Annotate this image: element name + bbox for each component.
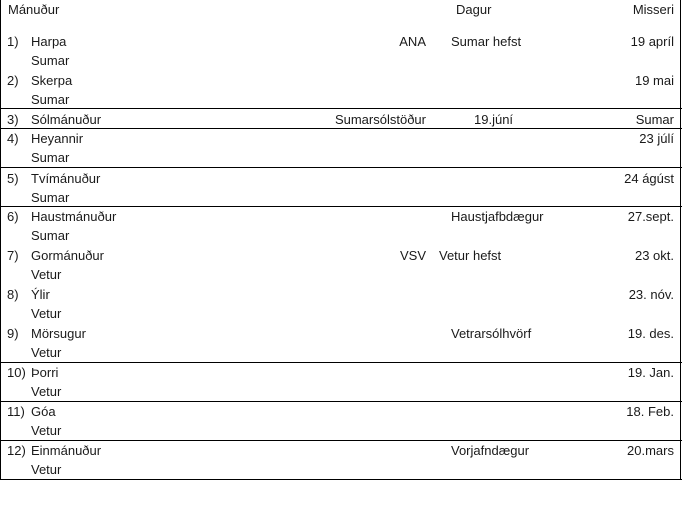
row-number: 12) <box>7 443 26 458</box>
date-label: 19. Jan. <box>627 365 674 380</box>
day-event: Vetrarsólhvörf <box>451 326 532 341</box>
month-name: Harpa <box>31 34 67 49</box>
season-right-label: Sumar <box>635 112 674 127</box>
date-label: 19 apríl <box>630 34 674 49</box>
row-divider <box>0 362 682 363</box>
row-number: 3) <box>7 112 19 127</box>
month-name: Tvímánuður <box>31 171 101 186</box>
direction-label: Sumarsólstöður <box>334 112 426 127</box>
date-label: 23 júlí <box>639 131 674 146</box>
row-divider <box>0 440 682 441</box>
season-label: Sumar <box>31 53 70 68</box>
month-name: Einmánuður <box>31 443 102 458</box>
date-label: 18. Feb. <box>626 404 674 419</box>
day-event: Sumar hefst <box>451 34 522 49</box>
season-label: Vetur <box>31 345 62 360</box>
row-divider <box>0 128 682 129</box>
month-name: Mörsugur <box>31 326 86 341</box>
header-season: Misseri <box>632 2 674 17</box>
direction-label: ANA <box>399 34 426 49</box>
row-number: 8) <box>7 287 19 302</box>
row-number: 11) <box>7 404 25 419</box>
season-label: Vetur <box>31 462 62 477</box>
row-number: 7) <box>7 248 19 263</box>
row-divider <box>0 401 682 402</box>
date-label: 19 mai <box>634 73 674 88</box>
row-number: 1) <box>7 34 19 49</box>
row-number: 6) <box>7 209 19 224</box>
month-name: Ýlir <box>31 287 50 302</box>
left-border <box>0 0 1 480</box>
row-number: 2) <box>7 73 19 88</box>
season-label: Vetur <box>31 306 62 321</box>
row-number: 4) <box>7 131 19 146</box>
season-label: Vetur <box>31 384 62 399</box>
date-label: 19. des. <box>627 326 674 341</box>
day-event: Vorjafndægur <box>451 443 530 458</box>
day-event: Vetur hefst <box>439 248 502 263</box>
month-name: Góa <box>31 404 56 419</box>
date-label: 20.mars <box>627 443 674 458</box>
header-day: Dagur <box>456 2 492 17</box>
season-label: Sumar <box>31 228 70 243</box>
header-month: Mánuður <box>8 2 60 17</box>
row-divider <box>0 206 682 207</box>
row-divider <box>0 108 682 109</box>
date-label: 23. nóv. <box>628 287 674 302</box>
month-name: Þorri <box>31 365 59 380</box>
season-label: Sumar <box>31 190 70 205</box>
day-event: 19.júní <box>474 112 514 127</box>
month-name: Sólmánuður <box>31 112 102 127</box>
right-border <box>680 0 681 480</box>
month-name: Skerpa <box>31 73 73 88</box>
month-name: Heyannir <box>31 131 84 146</box>
season-label: Vetur <box>31 423 62 438</box>
day-event: Haustjafbdægur <box>451 209 544 224</box>
row-number: 5) <box>7 171 19 186</box>
month-name: Haustmánuður <box>31 209 117 224</box>
direction-label: VSV <box>399 248 426 263</box>
season-label: Vetur <box>31 267 62 282</box>
date-label: 23 okt. <box>634 248 674 263</box>
season-label: Sumar <box>31 150 70 165</box>
row-number: 9) <box>7 326 19 341</box>
date-label: 24 ágúst <box>624 171 674 186</box>
season-label: Sumar <box>31 92 70 107</box>
row-divider <box>0 167 682 168</box>
row-number: 10) <box>7 365 26 380</box>
date-label: 27.sept. <box>627 209 674 224</box>
month-name: Gormánuður <box>31 248 104 263</box>
row-divider <box>0 479 682 480</box>
